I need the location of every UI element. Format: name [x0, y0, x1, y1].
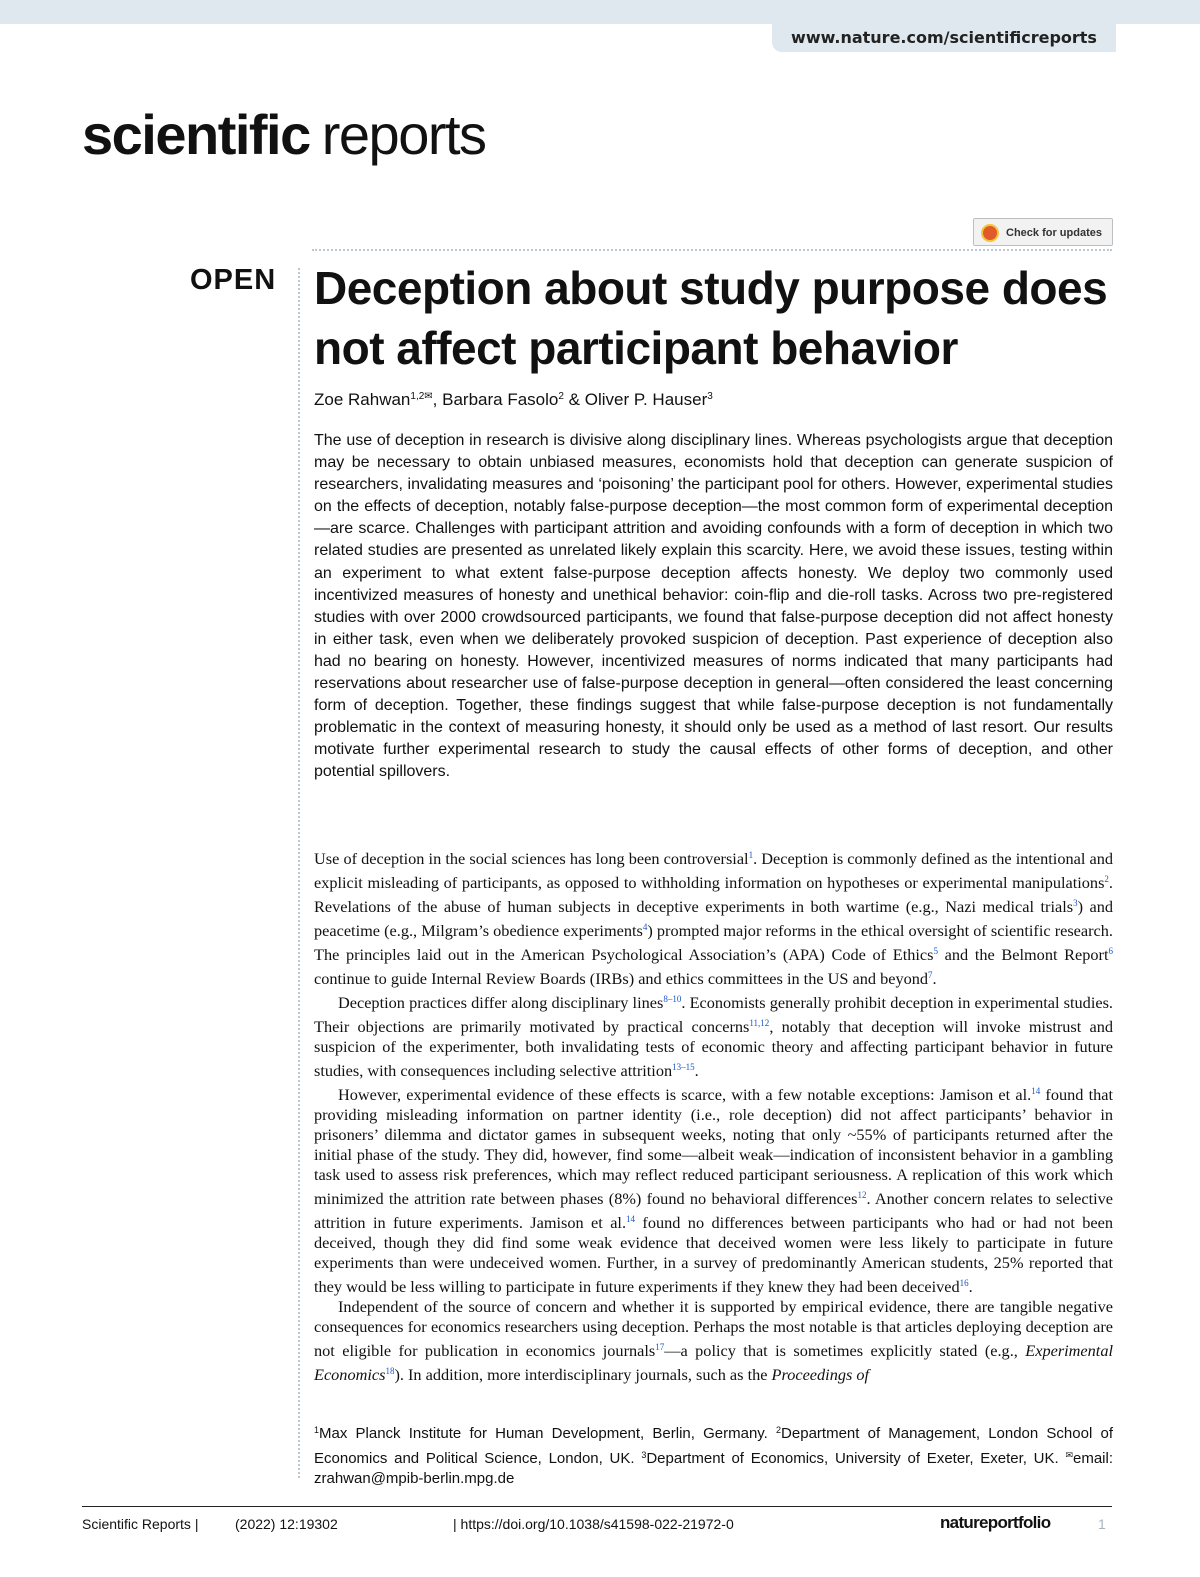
affiliation-text: Max Planck Institute for Human Development, Berlin, Germany.	[319, 1425, 777, 1442]
paragraph-3: However, experimental evidence of these effects is scarce, with a few notable exceptions: Jamison et al.$^{14}$ found that providing misleading information on partner identity (i.e., role deception) did not affect participants’ behavior in prisoners’ dilemma and dictator games in subsequent weeks, noting that only ~55% of participants returned after the initial phase of the study. They did, however, find some—albeit weak—indication of inconsistent behavior in a gambling task used to assess risk preferences, which may reflect reduced participant seriousness. A replication of this work which minimized the attrition rate between phases (8%) found no behavioral differences$^{12}$. Another concern relates to selective attrition in future experiments. Jamison et al.$^{14}$ found no differences between participants who had or had not been deceived, though they did find some weak evidence that deceived women were less likely to participate in future experiments than were undeceived women. Further, in a survey of predominantly American students, 25% reported that they would be less willing to participate in future experiments if they knew they had been deceived$^{16}$.	[314, 1085, 1113, 1296]
affiliation-text: Department of Economics, University of Exeter, Exeter, UK.	[646, 1449, 1066, 1467]
abstract: The use of deception in research is divisive along disciplinary lines. Whereas psychologists argue that deception may be necessary to obtain unbiased measures, economists hold that deception can generate suspicion of researchers, invalidating measures and ‘poisoning’ the participant pool for others. However, experimental studies on the effects of deception, notably false-purpose deception—the most common form of experimental deception—are scarce. Challenges with participant attrition and avoiding confounds with a form of deception in which two related studies are presented as unrelated likely explain this scarcity. Here, we avoid these issues, testing within an experiment to what extent false-purpose deception affects honesty. We deploy two commonly used incentivized measures of honesty and unethical behavior: coin-flip and die-roll tasks. Across two pre-registered studies with over 2000 crowdsourced participants, we found that false-purpose deception did not affect honesty in either task, even when we deliberately provoked suspicion of deception. Past experience of deception also had no bearing on honesty. However, incentivized measures of norms indicated that many participants had reservations about researcher use of false-purpose deception in general—often considered the least concerning form of deception. Together, these findings suggest that while false-purpose deception is not fundamentally problematic in the context of measuring honesty, it should only be used as a method of last resort. Our results motivate further experimental research to study the causal effects of other forms of deception, and other potential spillovers.	[314, 432, 1113, 781]
reference-link[interactable]: 5	[933, 946, 938, 956]
affiliation-marker: ✉	[1065, 1449, 1073, 1460]
reference-link[interactable]: 12	[857, 1190, 867, 1200]
author-name: Barbara Fasolo	[442, 390, 559, 409]
italic-text: Proceedings of	[771, 1365, 870, 1384]
reference-link[interactable]: 11,12	[749, 1018, 770, 1028]
top-band	[0, 0, 1200, 24]
author-name: Zoe Rahwan	[314, 390, 411, 409]
header-divider	[312, 249, 1112, 251]
affiliation-marker: 2	[776, 1425, 782, 1435]
author-affiliation-marker: 3	[707, 391, 713, 402]
reference-link[interactable]: 14	[626, 1214, 636, 1224]
reference-link[interactable]: 8–10	[663, 994, 682, 1004]
journal-url-link[interactable]: www.nature.com/scientificreports	[772, 24, 1116, 52]
affiliation-text: email: zrahwan@mpib-berlin.mpg.de	[314, 1449, 1113, 1487]
article-title: Deception about study purpose does not affect participant behavior	[314, 262, 1108, 374]
reference-link[interactable]: 14	[1031, 1086, 1041, 1096]
reference-link[interactable]: 17	[655, 1342, 665, 1352]
paragraph-4: Independent of the source of concern and whether it is supported by empirical evidence, there are tangible negative consequences for economics researchers using deception. Perhaps the most notable is that articles deploying deception are not eligible for publication in economics journals$^{17}$—a policy that is sometimes explicitly stated (e.g., Experimental Economics$^{18}$). In addition, more interdisciplinary journals, such as the Proceedings of	[314, 1297, 1113, 1384]
reference-link[interactable]: 2	[1104, 874, 1109, 884]
reference-link[interactable]: 6	[1108, 946, 1113, 956]
check-updates-label: Check for updates	[1006, 227, 1102, 239]
journal-logo	[82, 100, 486, 170]
check-for-updates-button[interactable]	[973, 218, 1113, 246]
author-affiliation-marker: 2	[558, 391, 564, 402]
reference-link[interactable]: 16	[959, 1278, 969, 1288]
reference-link[interactable]: 18	[385, 1366, 395, 1376]
affiliation-text: Department of Management, London School of Economics and Political Science, London, UK.	[314, 1425, 1113, 1467]
italic-text: Experimental Economics	[314, 1341, 1113, 1384]
author-affiliation-marker: 1,2✉	[410, 391, 433, 402]
reference-link[interactable]: 4	[642, 922, 648, 932]
paragraph-1: Use of deception in the social sciences has long been controversial$^1$. Deception is commonly defined as the intentional and explicit misleading of participants, as opposed to withholding information on hypotheses or experimental manipulations$^2$. Revelations of the abuse of human subjects in deceptive experiments in both wartime (e.g., Nazi medical trials$^3$) and peacetime (e.g., Milgram’s obedience experiments$^4$) prompted major reforms in the ethical oversight of scientific research. The principles laid out in the American Psychological Association’s (APA) Code of Ethics$^5$ and the Belmont Report$^6$ continue to guide Internal Review Boards (IRBs) and ethics committees in the US and beyond$^7$.	[314, 849, 1113, 988]
open-access-label: OPEN	[190, 264, 277, 296]
affiliations	[314, 1420, 1113, 1490]
footer-journal: Scientific Reports |	[82, 1516, 199, 1532]
page-number: 1	[1098, 1516, 1106, 1532]
brand-light: reports	[321, 103, 486, 166]
footer-doi-link[interactable]: | https://doi.org/10.1038/s41598-022-21972-0	[453, 1516, 734, 1532]
publisher-logo: natureportfolio	[940, 1513, 1051, 1532]
reference-link[interactable]: 13–15	[672, 1062, 695, 1072]
affiliation-marker: 3	[641, 1449, 647, 1460]
reference-link[interactable]: 1	[748, 850, 754, 860]
reference-link[interactable]: 3	[1073, 898, 1078, 908]
paragraph-2: Deception practices differ along disciplinary lines$^{8-10}$. Economists generally prohibit deception in experimental studies. Their objections are primarily motivated by practical concerns$^{11,12}$, notably that deception will invoke mistrust and suspicion of the experimenter, both invalidating tests of economic theory and affecting participant behavior in future studies, with consequences including selective attrition$^{13-15}$.	[314, 993, 1113, 1080]
check-updates-icon	[981, 224, 999, 242]
reference-link[interactable]: 7	[928, 970, 933, 980]
brand-bold: scientific	[82, 103, 310, 166]
affiliation-marker: 1	[314, 1425, 320, 1435]
author-list: Zoe Rahwan$^{1,2✉}$, Barbara Fasolo$^2$ & Oliver P. Hauser$^3$	[314, 390, 713, 409]
body-text	[314, 845, 1113, 1385]
margin-divider	[298, 268, 300, 1478]
footer-divider	[82, 1506, 1112, 1507]
author-name: Oliver P. Hauser	[584, 390, 708, 409]
footer-volume: (2022) 12:19302	[235, 1516, 338, 1532]
